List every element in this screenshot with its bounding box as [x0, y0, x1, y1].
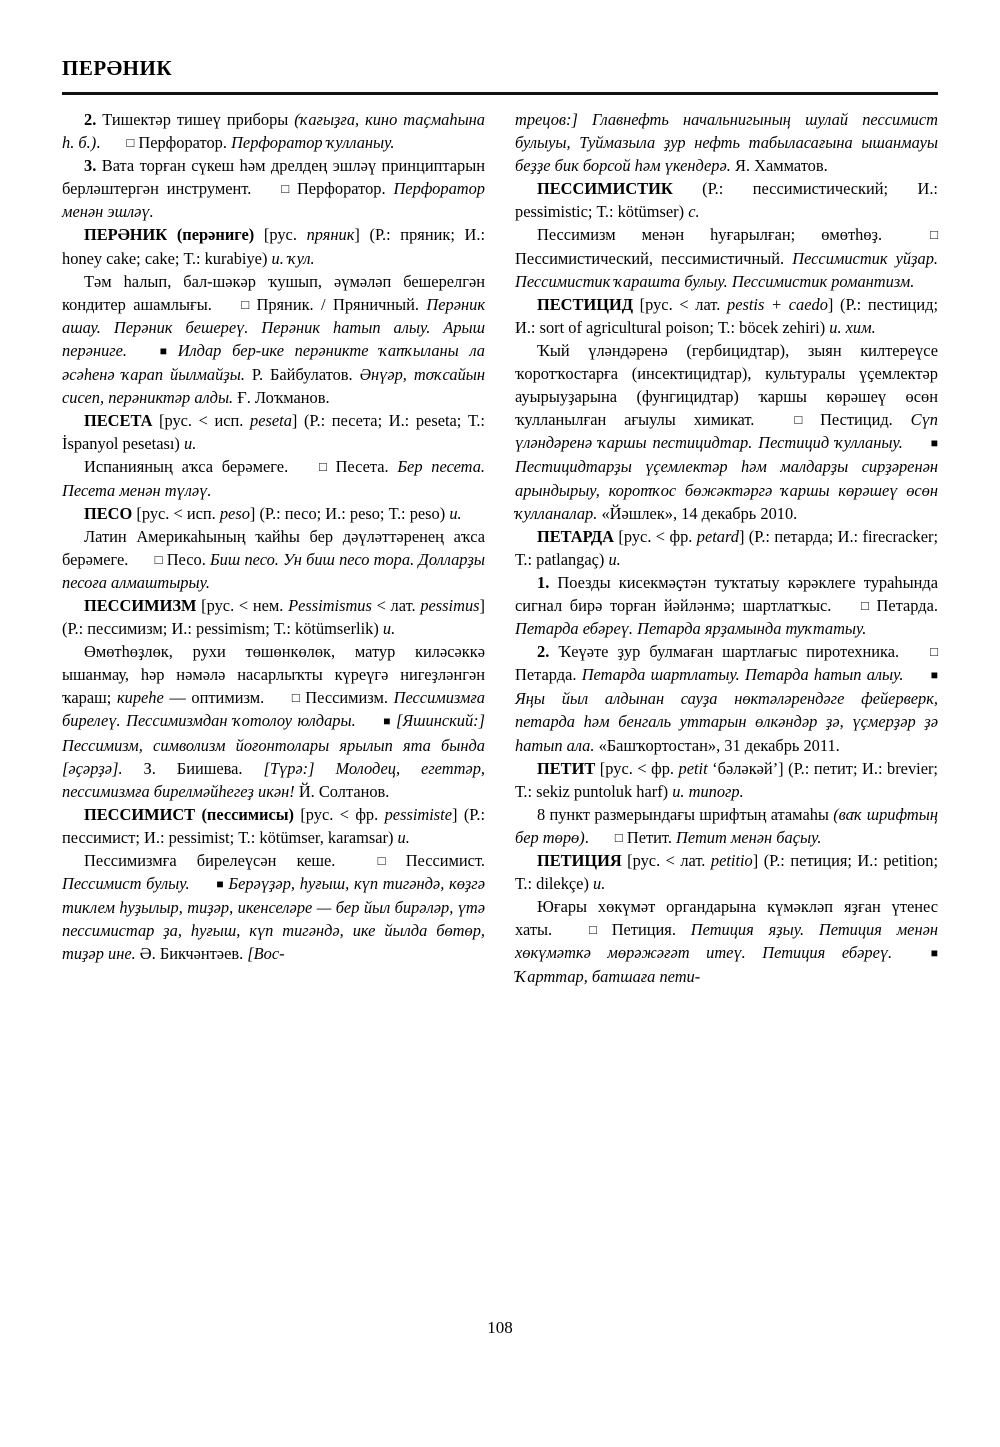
open-square-icon: □: [930, 644, 938, 660]
roman-text: [рус. < нем.: [196, 595, 289, 615]
italic-text: Петиция яҙыу. Петиция менән хөкүмәткә мөрәжәғәт итеү. Петиция ебәреү.: [515, 920, 938, 963]
roman-text: .: [584, 827, 593, 847]
headword: ПЕССИМИЗМ: [84, 595, 197, 615]
italic-text: Петит менән баҫыу.: [676, 827, 822, 847]
roman-text: Песета.: [326, 457, 398, 477]
roman-text: [рус. < лат.: [632, 294, 728, 314]
entry-perenik: [62, 223, 485, 269]
roman-text: ] (Р.: петиция; И.: petition; Т.: dilekçe): [515, 851, 938, 894]
entry-pestitsid: [515, 293, 938, 339]
italic-text: [Яшинский:] Пессимизм, символизм йоғонтолары ярылып ята бында [әҫәрҙә].: [62, 711, 485, 778]
roman-text: Ә. Бикчәнтәев.: [135, 944, 248, 964]
italic-text: Илдар бер-ике перәникте ҡапҡыланы ла әсәһенә ҡарап йылмайҙы.: [62, 340, 485, 385]
roman-text: .: [96, 133, 105, 153]
headword: ПЕТИЦИЯ: [537, 851, 622, 870]
italic-text: petard: [696, 526, 739, 546]
open-square-icon: □: [794, 412, 803, 428]
entry-pessimizm-definition: [62, 640, 485, 803]
roman-text: Пряник. / Пряничный.: [249, 294, 427, 314]
italic-text: киреһе: [116, 688, 164, 708]
roman-text: [рус. < исп.: [132, 503, 220, 523]
roman-text: Юғары хөкүмәт органдарына күмәкләп яҙған үтенес хаты.: [515, 897, 938, 940]
roman-text: Й. Солтанов.: [294, 781, 390, 801]
open-square-icon: □: [241, 296, 250, 312]
roman-text: «Башҡортостан», 31 декабрь 2011.: [594, 735, 840, 755]
open-square-icon: □: [281, 181, 290, 197]
roman-text: [рус. < исп.: [152, 411, 251, 431]
headword: ПЕТАРДА: [537, 526, 615, 546]
italic-text: petit: [678, 758, 708, 778]
italic-text: Яңы йыл алдынан сауҙа нөктәләрендәге фейерверк, петарда һәм бенгаль уттарын өлкәндәр ҙә, үҫмерҙәр ҙә һатып ала.: [515, 689, 938, 755]
italic-text: Перфоратор ҡулланыу.: [231, 133, 395, 153]
italic-text: [Түрә:] Молодец, егеттәр, пессимизмға бирелмәйһегеҙ икән!: [62, 758, 485, 801]
italic-text: Петарда шартлатыу. Петарда һатып алыу.: [581, 665, 904, 685]
entry-peso: [62, 502, 485, 525]
roman-text: [892, 943, 909, 962]
headword: 2.: [537, 642, 550, 662]
roman-text: [рус. < фр.: [614, 526, 697, 546]
italic-text: pessimiste: [384, 804, 452, 824]
italic-text: и. хим.: [829, 317, 876, 337]
italic-text: [Вос-: [247, 944, 285, 964]
roman-text: Петиция.: [596, 920, 691, 940]
entry-petit-definition: [515, 803, 938, 849]
sense-2-perforator: [62, 108, 485, 154]
italic-text: и.: [184, 434, 197, 454]
headword: ПЕСО: [84, 503, 133, 523]
roman-text: [рус.: [254, 225, 307, 245]
filled-square-icon: ■: [930, 946, 938, 961]
roman-text: Ҡеүәте ҙур булмаған шартлағыс пиротехника.: [549, 642, 909, 662]
roman-text: ] (Р.: пессимист; И.: pessimist; Т.: kötümser, karamsar): [62, 804, 485, 847]
headword: ПЕТИТ: [537, 758, 596, 778]
headword: 1.: [537, 572, 550, 592]
roman-text: — оптимизм.: [163, 688, 270, 708]
entry-pessimist: [62, 803, 485, 849]
italic-text: Перәник ашау. Перәник бешереү. Перәник һатып алыу. Арыш перәниге.: [62, 294, 485, 360]
roman-text: Ҡый үләндәренә (гербицидтар), зыян килтереүсе ҡоротҡостарға (инсектицидтар), культуралы үҫемлектәр ауырыуҙарына (фунгицидтар) ҡаршы көрәшеү өсөн ҡулланылған ағыулы химикат.: [515, 340, 938, 430]
italic-text: и. ҡул.: [271, 248, 315, 268]
roman-text: Пессимистический, пессимистичный.: [515, 248, 793, 268]
italic-text: Петарда ебәреү. Петарда ярҙамында туҡтатыу.: [515, 619, 867, 639]
roman-text: ] (Р.: песо; И.: peso; Т.: peso): [249, 503, 450, 523]
open-square-icon: □: [126, 135, 135, 151]
entry-petarda-sense-1: [515, 571, 938, 640]
roman-text: Пессимизмға бирелеүсән кеше.: [84, 851, 356, 870]
roman-text: Вата торған сүкеш һәм дрелдең эшләү принциптарын берләштергән инструмент.: [62, 156, 485, 199]
italic-text: (ваҡ шрифтың бер төрө): [515, 804, 938, 847]
running-head: ПЕРӘНИК: [62, 56, 173, 80]
roman-text: Испанияның аҡса берәмеге.: [84, 457, 297, 477]
entry-peseta-definition: [62, 455, 485, 501]
italic-text: peso: [219, 503, 250, 523]
roman-text: Я. Хамматов.: [730, 156, 828, 176]
italic-text: pessimus: [420, 595, 480, 615]
italic-text: Биш песо. Ун биш песо тора. Долларҙы песоға алмаштырыу.: [62, 549, 485, 592]
italic-text: peseta: [250, 411, 292, 431]
entry-pestitsid-definition: [515, 339, 938, 525]
roman-text: Р. Байбулатов.: [244, 365, 360, 385]
roman-text: [127, 341, 138, 360]
open-square-icon: □: [588, 922, 597, 938]
italic-text: Бер песета. Песета менән түләү.: [62, 457, 486, 500]
entry-peso-definition: [62, 525, 485, 594]
entry-peseta: [62, 409, 485, 455]
open-square-icon: □: [861, 597, 869, 613]
entry-petitsiya-definition: [515, 895, 938, 988]
italic-text: Пессимизмға бирелеү. Пессимизмдан ҡотолоу юлдары.: [62, 688, 485, 731]
entry-pessimistik-definition: [515, 223, 938, 292]
entry-pessimizm: [62, 594, 485, 640]
italic-text: Пессимист булыу.: [62, 874, 190, 894]
filled-square-icon: ■: [930, 668, 938, 683]
entry-petarda-sense-2: [515, 640, 938, 756]
italic-text: pestis + caedo: [727, 294, 828, 314]
roman-text: Перфоратор.: [289, 179, 394, 199]
roman-text: Ғ. Лоҡманов.: [233, 388, 330, 408]
italic-text: Ҡарттар, батшаға пети-: [515, 967, 701, 987]
italic-text: и.: [397, 827, 410, 847]
roman-text: [рус. < фр.: [595, 758, 679, 778]
roman-text: Поезды кисекмәҫтән туҡтатыу кәрәклеге тураһында сигнал бирә торған йәйләнмә; шартлатҡыс.: [515, 572, 938, 615]
roman-text: Пессимист.: [385, 851, 485, 870]
entry-pessimistik: [515, 177, 938, 223]
headword: 3.: [84, 156, 97, 176]
filled-square-icon: ■: [216, 877, 224, 892]
roman-text: ] (Р.: пряник; И.: honey cake; cake; Т.: kurabiye): [62, 225, 486, 268]
roman-text: Пессимизм.: [299, 688, 394, 708]
roman-text: ] (Р.: пессимизм; И.: pessimism; Т.: kötümserlik): [62, 595, 485, 639]
italic-text: Сүп үләндәренә ҡаршы пестицидтар. Пестицид ҡулланыу.: [515, 410, 938, 453]
column-right: [515, 108, 938, 1298]
column-left: [62, 108, 485, 1298]
italic-text: Әнүәр, тоҡсайын сисеп, перәниктәр алды.: [62, 365, 485, 408]
open-square-icon: □: [930, 227, 938, 243]
roman-text: ] (Р.: пестицид; И.: sort of agricultural poison; Т.: böcek zehiri): [515, 294, 938, 337]
open-square-icon: □: [318, 459, 327, 475]
roman-text: [рус. < фр.: [293, 804, 385, 824]
roman-text: Тишектәр тишеү приборы: [96, 110, 295, 129]
headword: ПЕРӘНИК (перәниге): [84, 225, 255, 245]
roman-text: Тәм һалып, бал-шәкәр ҡушып, әүмәләп бешерелгән кондитер ашамлығы.: [62, 271, 485, 314]
italic-text: и.: [449, 503, 462, 523]
open-square-icon: □: [614, 829, 623, 845]
headword: ПЕСТИЦИД: [537, 294, 633, 314]
entry-petit: [515, 757, 938, 803]
entry-pessimist-citation-continued: [515, 108, 938, 177]
entry-perenik-definition: [62, 270, 485, 410]
roman-text: ] (Р.: петарда; И.: firecracker; Т.: patlangaç): [515, 526, 938, 569]
filled-square-icon: ■: [159, 343, 167, 358]
italic-text: трецов:] Главнефть начальнигының шулай пессимист булыуы, Туймазыла ҙур нефть табыласағына ышанмауы беҙҙе бик борсой һәм үкендерә.: [515, 110, 938, 176]
open-square-icon: □: [291, 690, 300, 706]
italic-text: с.: [688, 202, 700, 222]
roman-text: Латин Америкаһының ҡайһы бер дәүләттәренең аҡса берәмеге.: [62, 526, 485, 569]
roman-text: Өмөтһөҙлөк, рухи төшөнкөлөк, матур киләсәккә ышанмау, һәр нәмәлә насарлыҡты күреүгә нигеҙләнгән ҡараш;: [62, 642, 485, 708]
roman-text: Перфоратор.: [134, 133, 232, 153]
italic-text: и.: [608, 549, 621, 569]
italic-text: petitio: [710, 851, 753, 870]
italic-text: Pessimismus: [288, 595, 372, 615]
roman-text: ] (Р.: песета; И.: peseta; Т.: İspanyol pesetası): [62, 411, 485, 454]
roman-text: Песо.: [162, 549, 211, 569]
roman-text: < лат.: [371, 595, 421, 615]
header-rule: [62, 92, 938, 95]
entry-petarda: [515, 525, 938, 571]
page-number: 108: [487, 1318, 513, 1337]
headword: ПЕССИМИСТ (пессимисы): [84, 804, 294, 824]
italic-text: и.: [382, 619, 396, 639]
roman-text: (Р.: пессимистический; И.: pessimistic; Т.: kötümser): [515, 179, 938, 222]
roman-text: «Йәшлек», 14 декабрь 2010.: [597, 503, 798, 523]
roman-text: Петарда.: [515, 665, 582, 685]
roman-text: [рус. < лат.: [621, 851, 711, 870]
italic-text: Берәүҙәр, һуғыш, күп тигәндә, көҙгә тиклем һуҙылыр, тиҙәр, икенселәре — бер йыл бирәләр, үтә пессимистар ҙа, һуғыш, күп тигәндә, ике йылда бөтөр, тиҙәр ине.: [62, 874, 485, 964]
filled-square-icon: ■: [930, 436, 938, 451]
italic-text: Пессимистик уйҙар. Пессимистик ҡарашта булыу. Пессимистик романтизм.: [515, 248, 938, 291]
roman-text: З. Биишева.: [122, 758, 264, 778]
roman-text: Петит.: [622, 827, 677, 847]
entry-pessimist-definition: [62, 849, 485, 965]
roman-text: Пессимизм менән һуғарылған; өмөтһөҙ.: [537, 225, 909, 245]
open-square-icon: □: [377, 853, 386, 868]
text-columns: [62, 108, 938, 1298]
italic-text: (ҡағыҙға, кино таҫмаһына һ. б.): [62, 110, 485, 153]
italic-text: и.: [593, 874, 606, 894]
roman-text: 8 пункт размерындағы шрифтың атамаһы: [537, 804, 834, 824]
italic-text: и. типогр.: [672, 781, 744, 801]
roman-text: Пестицид.: [802, 410, 911, 430]
italic-text: пряник: [306, 225, 355, 245]
roman-text: Петарда.: [868, 595, 938, 615]
roman-text: ‘бәләкәй’] (Р.: петит; И.: brevier; Т.: sekiz puntoluk harf): [515, 758, 938, 801]
sense-3-perforator: [62, 154, 485, 223]
headword: ПЕССИМИСТИК: [537, 179, 673, 199]
entry-petitsiya: [515, 849, 938, 895]
headword: 2.: [84, 110, 97, 129]
italic-text: Перфоратор менән эшләү.: [62, 179, 485, 222]
filled-square-icon: ■: [383, 714, 391, 729]
italic-text: Пестицидтарҙы үҫемлектәр һәм малдарҙы сирҙәренән арындырыу, коротҡос бөжәктәргә ҡаршы көрәшеү өсөн ҡулланалар.: [515, 457, 938, 523]
open-square-icon: □: [154, 551, 163, 567]
headword: ПЕСЕТА: [84, 411, 153, 431]
